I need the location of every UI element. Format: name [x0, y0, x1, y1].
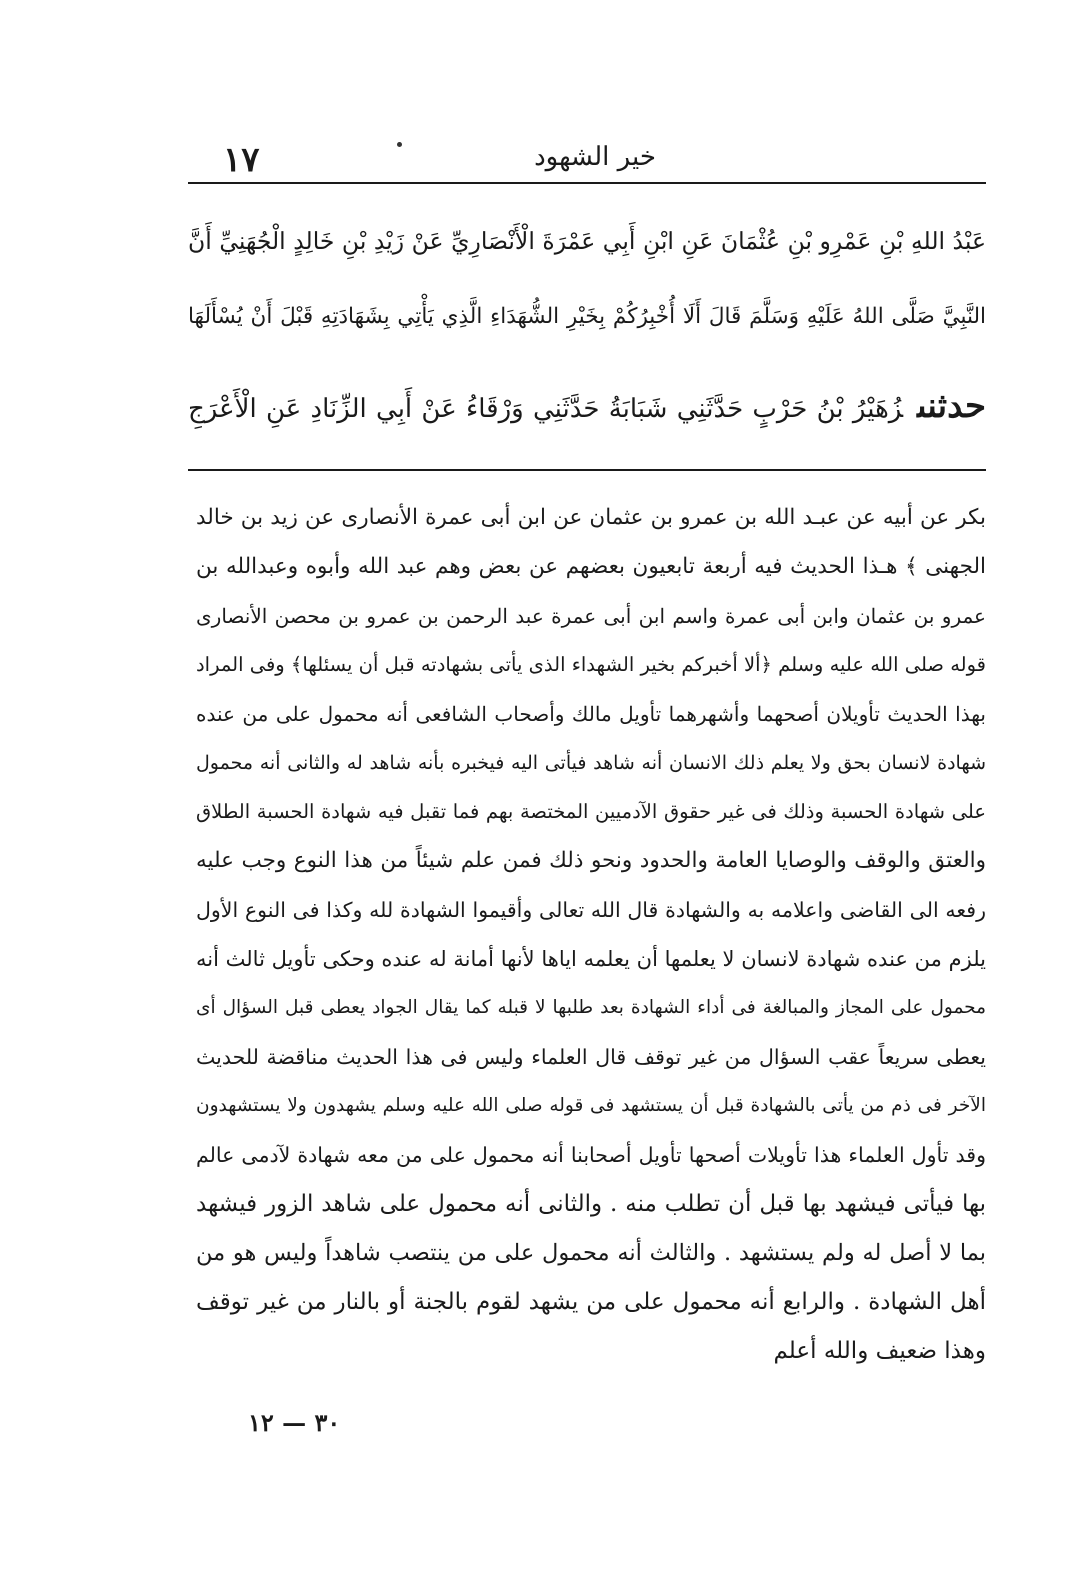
commentary-line: قوله صلى الله عليه وسلم ﴿ألا أخبركم بخير الشهداء الذى يأتى بشهادته قبل أن يسئلها﴾ وفى المراد	[196, 653, 986, 676]
signature-mark: ٣٠ — ١٢	[248, 1408, 341, 1437]
commentary-line: وقد تأول العلماء هذا تأويلات أصحها تأويل أصحابنا أنه محمول على من معه شهادة لآدمى عالم	[196, 1143, 986, 1167]
commentary-line: والعتق والوقف والوصايا العامة والحدود ونحو ذلك فمن علم شيئاً من هذا النوع وجب عليه	[196, 848, 986, 873]
commentary-line: الجهنى ﴾ هـذا الحديث فيه أربعة تابعيون بعضهم عن بعض وهم عبد الله وأبوه وعبدالله بن	[196, 554, 986, 579]
commentary-line: شهادة لانسان بحق ولا يعلم ذلك الانسان أنه شاهد فيأتى اليه فيخبره بأنه شاهد له والثانى أنه محمول	[196, 752, 986, 774]
commentary-line: يعطى سريعاً عقب السؤال من غير توقف قال العلماء وليس فى هذا الحديث مناقضة للحديث	[196, 1045, 986, 1069]
commentary-line: على شهادة الحسبة وذلك فى غير حقوق الآدميين المختصة بهم فما تقبل فيه شهادة الحسبة الطلاق	[196, 800, 986, 823]
commentary-line: بهذا الحديث تأويلان أصحهما وأشهرهما تأويل مالك وأصحاب الشافعى أنه محمول على من عنده	[196, 702, 986, 726]
commentary-line: عمرو بن عثمان وابن أبى عمرة واسم ابن أبى عمرة عبد الرحمن بن عمرو بن محصن الأنصارى	[196, 604, 986, 628]
hadith-line-text: زُهَيْرُ بْنُ حَرْبٍ حَدَّثَنِي شَبَابَةُ حَدَّثَنِي وَرْقَاءُ عَنْ أَبِي الزِّنَادِ عَنِ الْأَعْرَجِ	[188, 394, 904, 424]
commentary-line: رفعه الى القاضى واعلامه به والشهادة قال الله تعالى وأقيموا الشهادة لله وكذا فى النوع الأول	[196, 898, 986, 922]
hadith-line: النَّبِيَّ صَلَّى اللهُ عَلَيْهِ وَسَلَّمَ قَالَ أَلَا أُخْبِرُكُمْ بِخَيْرِ الشُّهَدَاءِ الَّذِي يَأْتِي بِشَهَادَتِهِ قَبْلَ أَنْ يُسْأَلَهَا	[188, 304, 986, 329]
section-divider	[188, 469, 986, 471]
running-header	[185, 134, 985, 184]
header-rule	[188, 182, 986, 184]
commentary-line: أهل الشهادة . والرابع أنه محمول على من يشهد لقوم بالجنة أو بالنار من غير توقف	[196, 1289, 986, 1315]
commentary-line: محمول على المجاز والمبالغة فى أداء الشهادة بعد طلبها لا قبله كما يقال الجواد يعطى قبل السؤال أى	[196, 997, 986, 1018]
commentary-line: بما لا أصل له ولم يستشهد . والثالث أنه محمول على من ينتصب شاهداً وليس هو من	[196, 1240, 986, 1266]
commentary-line: بكر عن أبيه عن عبـد الله بن عمرو بن عثمان عن ابن أبى عمرة الأنصارى عن زيد بن خالد	[196, 505, 986, 530]
hadith-line: عَبْدُ اللهِ بْنِ عَمْرِو بْنِ عُثْمَانَ عَنِ ابْنِ أَبِي عَمْرَةَ الْأَنْصَارِيِّ عَنْ زَيْدِ بْنِ خَالِدٍ الْجُهَنِيِّ أَنَّ	[188, 227, 986, 255]
commentary-line: بها فيأتى فيشهد بها قبل أن تطلب منه . والثانى أنه محمول على شاهد الزور فيشهد	[196, 1191, 986, 1217]
commentary-line: وهذا ضعيف والله أعلم	[773, 1338, 986, 1364]
hadith-lead-word: حدثنى	[917, 386, 986, 426]
page-number: ١٧	[223, 140, 260, 180]
hadith-line	[188, 371, 986, 441]
header-title: خير الشهود	[534, 142, 656, 172]
commentary-line: الآخر فى ذم من يأتى بالشهادة قبل أن يستشهد فى قوله صلى الله عليه وسلم يشهدون ولا يستشهدون	[196, 1095, 986, 1116]
commentary-line: يلزم من عنده شهادة لانسان لا يعلمها أن يعلمه اياها لأنها أمانة له عنده وحكى تأويل ثالث أنه	[196, 947, 986, 971]
header-dot	[397, 142, 402, 147]
